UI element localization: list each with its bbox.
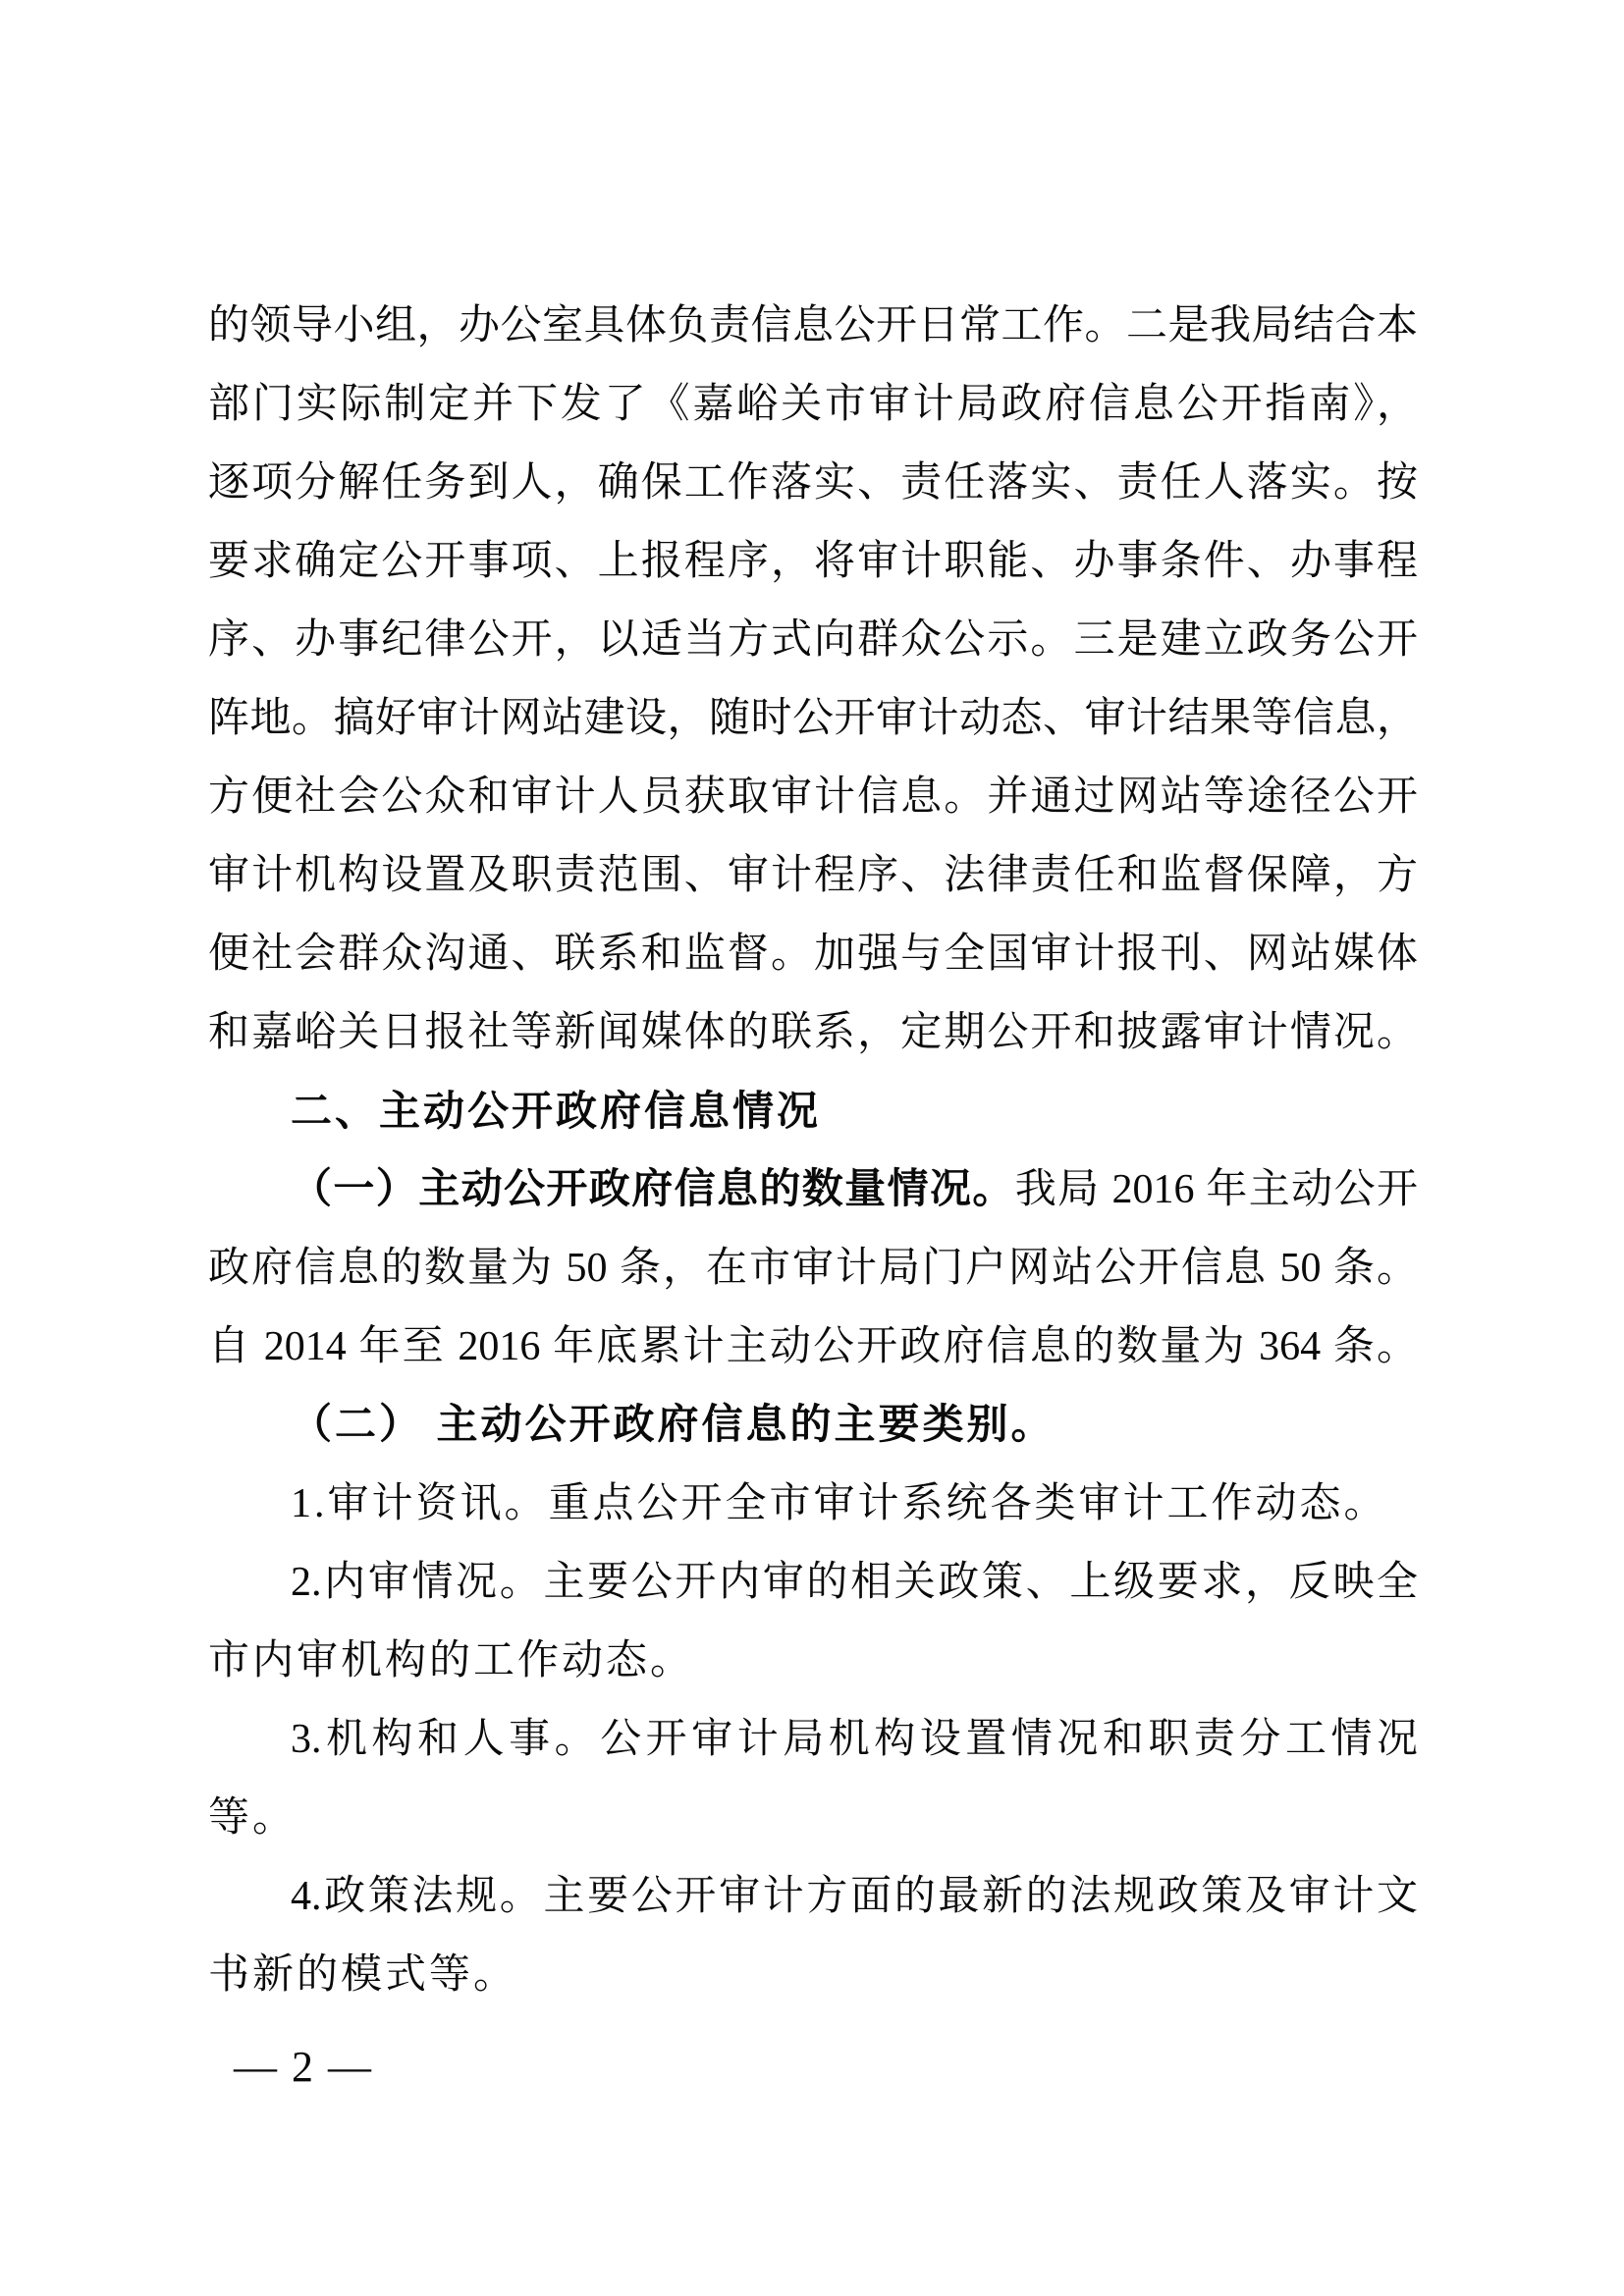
text-line xyxy=(208,1229,1418,1308)
text-segment-body: 我局 2016 年主动公开 xyxy=(1014,1167,1418,1212)
page-footer xyxy=(234,2040,373,2095)
text-line xyxy=(208,522,1418,601)
text-segment-body: 阵地。搞好审计网站建设，随时公开审计动态、审计结果等信息， xyxy=(208,696,1418,741)
text-segment-body: 自 2014 年至 2016 年底累计主动公开政府信息的数量为 364 条。 xyxy=(208,1324,1418,1369)
text-line xyxy=(208,1622,1418,1700)
text-segment-body: 便社会群众沟通、联系和监督。加强与全国审计报刊、网站媒体 xyxy=(208,932,1418,977)
text-line xyxy=(208,1700,1418,1779)
text-segment-body: 市内审机构的工作动态。 xyxy=(208,1638,695,1683)
text-line xyxy=(208,1150,1418,1229)
text-line xyxy=(208,1543,1418,1622)
text-segment-body: 4.政策法规。主要公开审计方面的最新的法规政策及审计文 xyxy=(291,1874,1418,1919)
text-segment-body: 审计机构设置及职责范围、审计程序、法律责任和监督保障，方 xyxy=(208,853,1418,898)
text-line xyxy=(208,1857,1418,1936)
text-line xyxy=(208,1308,1418,1386)
text-segment-body: 书新的模式等。 xyxy=(208,1952,518,1998)
text-segment-body: 等。 xyxy=(208,1795,298,1841)
text-line xyxy=(208,601,1418,679)
text-line xyxy=(208,1465,1418,1543)
text-line xyxy=(208,758,1418,836)
text-segment-body: 要求确定公开事项、上报程序，将审计职能、办事条件、办事程 xyxy=(208,539,1418,584)
text-line xyxy=(208,1779,1418,1857)
text-line xyxy=(208,679,1418,758)
text-segment-body: 1.审计资讯。重点公开全市审计系统各类审计工作动态。 xyxy=(291,1481,1388,1526)
text-segment-kai: （二） 主动公开政府信息的主要类别。 xyxy=(291,1403,1056,1448)
text-segment-body: 政府信息的数量为 50 条，在市审计局门户网站公开信息 50 条。 xyxy=(208,1246,1418,1291)
text-segment-body: 3.机构和人事。公开审计局机构设置情况和职责分工情况 xyxy=(291,1717,1418,1762)
text-segment-body: 的领导小组，办公室具体负责信息公开日常工作。二是我局结合本 xyxy=(208,303,1418,348)
page-number: — 2 — xyxy=(234,2043,373,2091)
text-line xyxy=(208,1072,1418,1150)
text-line xyxy=(208,287,1418,365)
text-segment-body: 方便社会公众和审计人员获取审计信息。并通过网站等途径公开 xyxy=(208,774,1418,820)
text-line xyxy=(208,1386,1418,1465)
text-segment-kai: （一）主动公开政府信息的数量情况。 xyxy=(291,1167,1015,1212)
text-line xyxy=(208,915,1418,993)
text-segment-body: 和嘉峪关日报社等新闻媒体的联系，定期公开和披露审计情况。 xyxy=(208,1010,1418,1055)
text-segment-body: 序、办事纪律公开，以适当方式向群众公示。三是建立政务公开 xyxy=(208,617,1418,663)
text-segment-body: 逐项分解任务到人，确保工作落实、责任落实、责任人落实。按 xyxy=(208,460,1418,506)
text-segment-body: 2.内审情况。主要公开内审的相关政策、上级要求，反映全 xyxy=(291,1560,1418,1605)
text-segment-hei: 二、主动公开政府信息情况 xyxy=(291,1088,822,1134)
text-line xyxy=(208,1936,1418,2014)
text-line xyxy=(208,993,1418,1072)
text-line xyxy=(208,365,1418,444)
text-line xyxy=(208,836,1418,915)
document-body xyxy=(208,287,1418,2014)
text-line xyxy=(208,444,1418,522)
text-segment-body: 部门实际制定并下发了《嘉峪关市审计局政府信息公开指南》， xyxy=(208,382,1418,427)
